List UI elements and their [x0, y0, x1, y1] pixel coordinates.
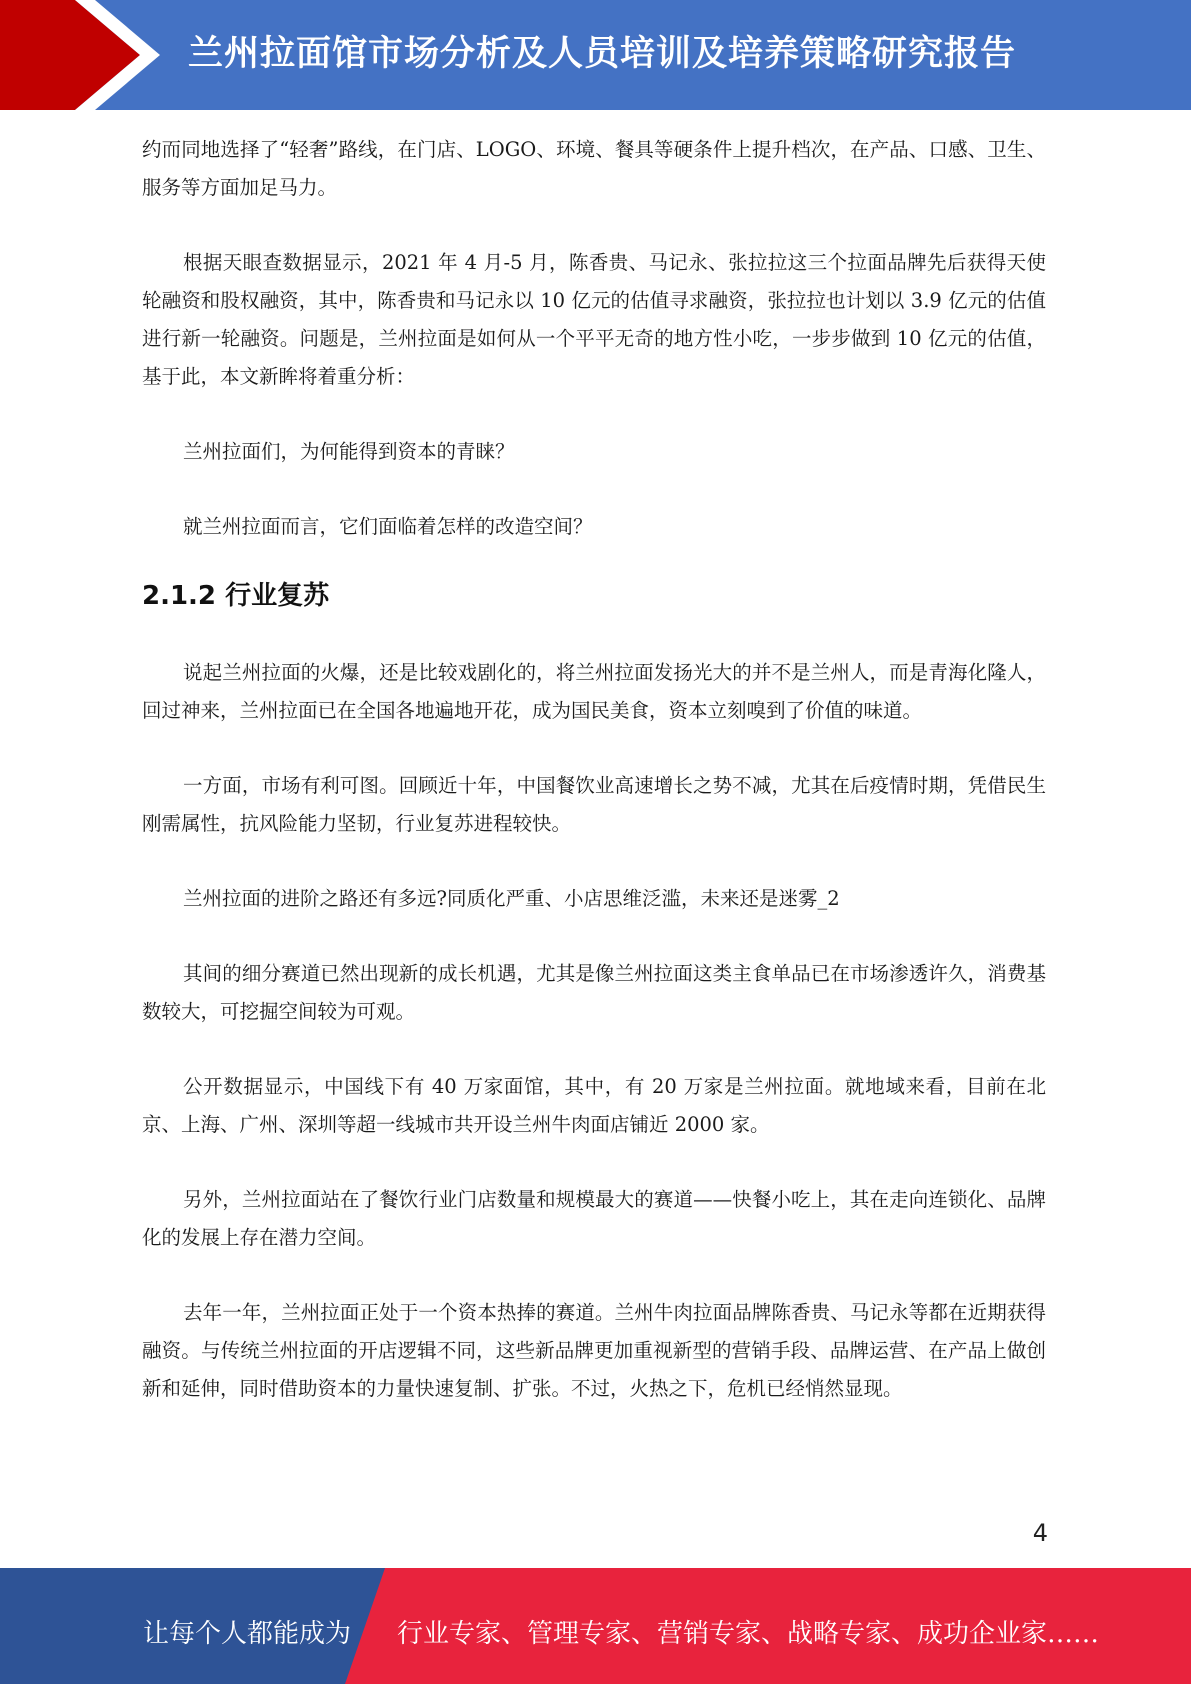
footer-slogan-right: 行业专家、管理专家、营销专家、战略专家、成功企业家…… [397, 1619, 1100, 1649]
paragraph: 一方面，市场有利可图。回顾近十年，中国餐饮业高速增长之势不减，尤其在后疫情时期，凭借民生刚需属性，抗风险能力坚韧，行业复苏进程较快。 [142, 774, 1046, 835]
header-title: 兰州拉面馆市场分析及人员培训及培养策略研究报告 [188, 34, 1017, 74]
paragraph: 兰州拉面们，为何能得到资本的青睐？ [183, 440, 515, 463]
paragraph: 其间的细分赛道已然出现新的成长机遇，尤其是像兰州拉面这类主食单品已在市场渗透许久，消费基数较大，可挖掘空间较为可观。 [142, 962, 1046, 1023]
paragraph: 说起兰州拉面的火爆，还是比较戏剧化的，将兰州拉面发扬光大的并不是兰州人，而是青海化隆人，回过神来，兰州拉面已在全国各地遍地开花，成为国民美食，资本立刻嗅到了价值的味道。 [142, 661, 1046, 722]
footer-banner [0, 1568, 1191, 1684]
paragraph: 公开数据显示，中国线下有 40 万家面馆，其中，有 20 万家是兰州拉面。就地域来看，目前在北京、上海、广州、深圳等超一线城市共开设兰州牛肉面店铺近 2000 家。 [142, 1075, 1046, 1136]
paragraph: 兰州拉面的进阶之路还有多远?同质化严重、小店思维泛滥，未来还是迷雾_2 [183, 887, 840, 910]
document-body [142, 131, 1046, 1408]
page-number: 4 [1032, 1519, 1048, 1547]
paragraph: 约而同地选择了“轻奢”路线，在门店、LOGO、环境、餐具等硬条件上提升档次，在产品、口感、卫生、服务等方面加足马力。 [142, 138, 1046, 199]
section-heading: 2.1.2 行业复苏 [142, 581, 330, 611]
header-banner [0, 0, 1191, 110]
paragraph: 另外，兰州拉面站在了餐饮行业门店数量和规模最大的赛道——快餐小吃上，其在走向连锁化、品牌化的发展上存在潜力空间。 [142, 1188, 1046, 1249]
paragraph: 就兰州拉面而言，它们面临着怎样的改造空间？ [183, 515, 593, 538]
paragraph: 去年一年，兰州拉面正处于一个资本热捧的赛道。兰州牛肉拉面品牌陈香贵、马记永等都在近期获得融资。与传统兰州拉面的开店逻辑不同，这些新品牌更加重视新型的营销手段、品牌运营、在产品上做创新和延伸，同时借助资本的力量快速复制、扩张。不过，火热之下，危机已经悄然显现。 [142, 1301, 1046, 1400]
paragraph: 根据天眼查数据显示，2021 年 4 月-5 月，陈香贵、马记永、张拉拉这三个拉面品牌先后获得天使轮融资和股权融资，其中，陈香贵和马记永以 10 亿元的估值寻求融资，张拉拉也计划以 3.9 亿元的估值进行新一轮融资。问题是，兰州拉面是如何从一个平平无奇的地方性小吃，一步步做到 10 亿元的估值，基于此，本文新眸将着重分析： [142, 251, 1046, 388]
footer-slogan-left: 让每个人都能成为 [143, 1619, 352, 1649]
